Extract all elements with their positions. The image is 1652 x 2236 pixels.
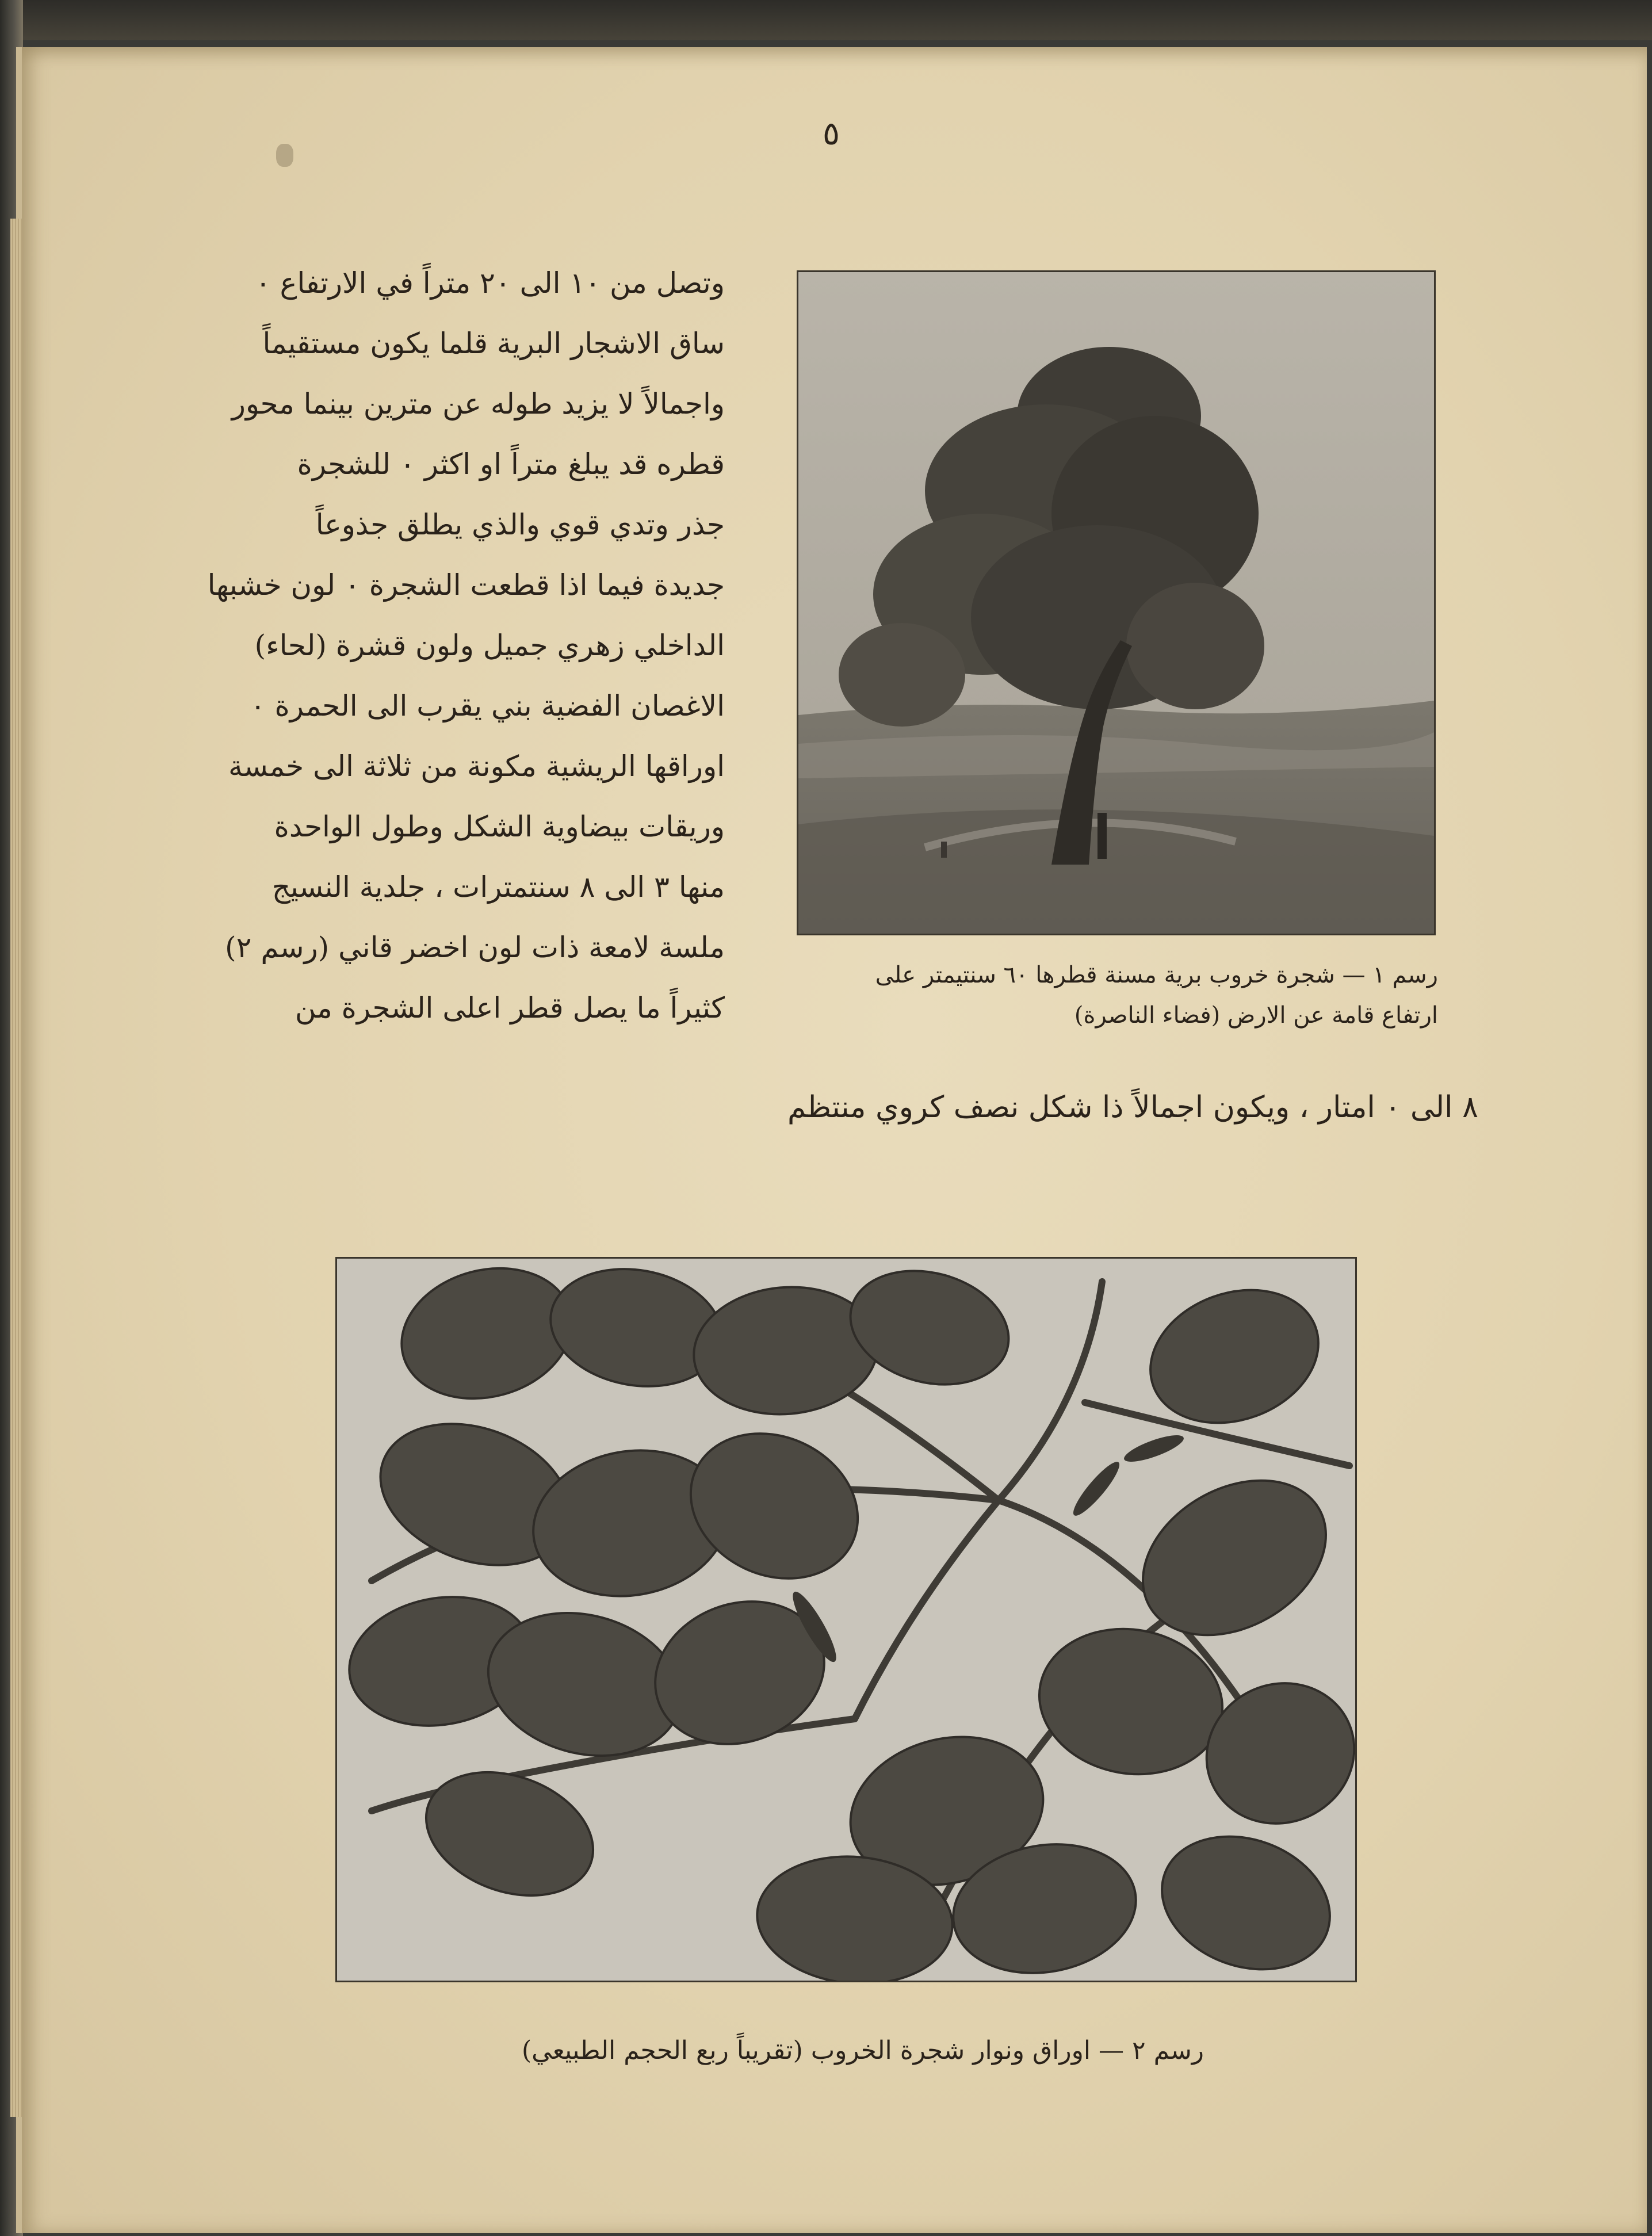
body-text-line: ملسة لامعة ذات لون اخضر قاني (رسم ٢) — [225, 931, 725, 964]
body-text-line: وتصل من ١٠ الى ٢٠ متراً في الارتفاع ٠ — [255, 266, 725, 300]
page-number: ٥ — [822, 115, 840, 152]
carob-tree-photo — [797, 270, 1436, 935]
figure-1-caption-line: رسم ١ — شجرة خروب برية مسنة قطرها ٦٠ سنتيمتر على — [875, 962, 1438, 988]
body-text-line: جديدة فيما اذا قطعت الشجرة ٠ لون خشبها — [207, 568, 725, 602]
body-text-column — [207, 253, 725, 1104]
carob-tree-illustration — [798, 272, 1434, 934]
body-text-line: ساق الاشجار البرية قلما يكون مستقيماً — [262, 327, 725, 360]
figure-1-caption — [765, 955, 1438, 1041]
body-text-line: كثيراً ما يصل قطر اعلى الشجرة من — [295, 991, 725, 1025]
body-text-line: واجمالاً لا يزيد طوله عن مترين بينما محور — [231, 387, 725, 421]
body-text-line: اوراقها الريشية مكونة من ثلاثة الى خمسة — [228, 750, 725, 783]
carob-leaves-illustration — [337, 1259, 1355, 1981]
page-stack-edges — [10, 219, 22, 2117]
figure-2-caption: رسم ٢ — اوراق ونوار شجرة الخروب (تقريباً ربع الحجم الطبيعي) — [521, 2036, 1204, 2065]
book-cover-top-edge — [0, 0, 1652, 40]
paper-stain — [276, 144, 293, 167]
body-text-line: وريقات بيضاوية الشكل وطول الواحدة — [274, 810, 725, 843]
body-text-line: الاغصان الفضية بني يقرب الى الحمرة ٠ — [250, 689, 725, 723]
body-text-line: منها ٣ الى ٨ سنتمترات ، جلدية النسيج — [271, 870, 725, 904]
body-text-line: الداخلي زهري جميل ولون قشرة (لحاء) — [254, 629, 725, 662]
body-text-line: جذر وتدي قوي والذي يطلق جذوعاً — [315, 508, 725, 541]
body-text-line: قطره قد يبلغ متراً او اكثر ٠ للشجرة — [297, 448, 725, 481]
body-text-continuation: ٨ الى ٠ امتار ، ويكون اجمالاً ذا شكل نصف كروي منتظم — [787, 1090, 1478, 1125]
carob-leaves-photo — [335, 1257, 1357, 1982]
figure-1-caption-line: ارتفاع قامة عن الارض (فضاء الناصرة) — [1074, 1002, 1438, 1029]
